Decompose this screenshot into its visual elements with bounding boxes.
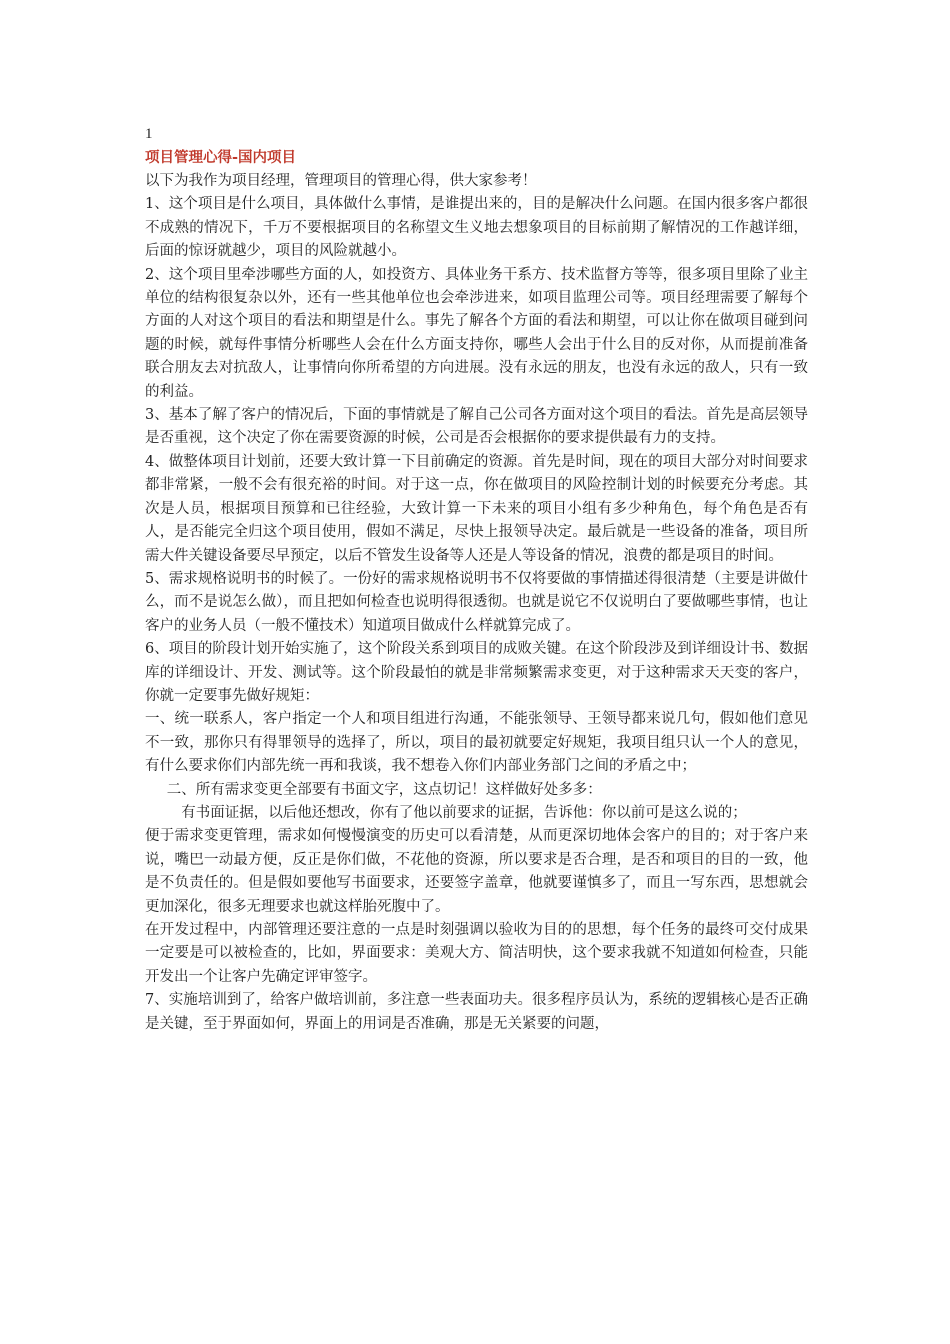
paragraph-item-2: 2、这个项目里牵涉哪些方面的人，如投资方、具体业务干系方、技术监督方等等，很多项目里除了业主单位的结构很复杂以外，还有一些其他单位也会牵涉进来，如项目监理公司等。项目经理需要了解每个方面的人对这个项目的看法和期望是什么。事先了解各个方面的看法和期望，可以让你在做项目碰到问题的时候，就每件事情分析哪些人会在什么方面支持你，哪些人会出于什么目的反对你，从而提前准备联合朋友去对抗敌人，让事情向你所希望的方向进展。没有永远的朋友，也没有永远的敌人，只有一致的利益。 xyxy=(145,266,808,400)
benefit-change-management: 便于需求变更管理，需求如何慢慢演变的历史可以看清楚，从而更深切地体会客户的目的；对于客户来说，嘴巴一动最方便，反正是你们做，不花他的资源，所以要求是否合理，是否和项目的目的一致，他是不负责任的。但是假如要他写书面要求，还要签字盖章，他就要谨慎多了，而且一写东西，思想就会更加深化，很多无理要求也就这样胎死腹中了。 xyxy=(145,828,808,915)
paragraph-item-3: 3、基本了解了客户的情况后，下面的事情就是了解自己公司各方面对这个项目的看法。首先是高层领导是否重视，这个决定了你在需要资源的时候，公司是否会根据你的要求提供最有力的支持。 xyxy=(145,407,808,447)
rule-one-paragraph: 一、统一联系人，客户指定一个人和项目组进行沟通，不能张领导、王领导都来说几句，假如他们意见不一致，那你只有得罪领导的选择了，所以，项目的最初就要定好规矩，我项目组只认一个人的意见，有什么要求你们内部先统一再和我谈，我不想卷入你们内部业务部门之间的矛盾之中； xyxy=(145,711,808,775)
paragraph-item-6: 6、项目的阶段计划开始实施了，这个阶段关系到项目的成败关键。在这个阶段涉及到详细设计书、数据库的详细设计、开发、测试等。这个阶段最怕的就是非常频繁需求变更，对于这种需求天天变的客户，你就一定要事先做好规矩： xyxy=(145,641,808,704)
benefit-written-evidence: 有书面证据，以后他还想改，你有了他以前要求的证据，告诉他：你以前可是这么说的； xyxy=(181,804,747,821)
paragraph-item-4: 4、做整体项目计划前，还要大致计算一下目前确定的资源。首先是时间，现在的项目大部分对时间要求都非常紧，一般不会有很充裕的时间。对于这一点，你在做项目的风险控制计划的时候要充分考虑。其次是人员，根据项目预算和已往经验，大致计算一下未来的项目小组有多少种角色，每个角色是否有人，是否能完全归这个项目使用，假如不满足，尽快上报领导决定。最后就是一些设备的准备，项目所需大件关键设备要尽早预定，以后不管发生设备等人还是人等设备的情况，浪费的都是项目的时间。 xyxy=(145,453,808,564)
development-process-paragraph: 在开发过程中，内部管理还要注意的一点是时刻强调以验收为目的的思想，每个任务的最终可交付成果一定要是可以被检查的，比如，界面要求：美观大方、简洁明快，这个要求我就不知道如何检查，只能开发出一个让客户先确定评审签字。 xyxy=(145,922,808,985)
rule-two-paragraph: 二、所有需求变更全部要有书面文字，这点切记！这样做好处多多： xyxy=(166,781,602,798)
document-title: 项目管理心得-国内项目 xyxy=(145,150,297,166)
paragraph-item-5: 5、需求规格说明书的时候了。一份好的需求规格说明书不仅将要做的事情描述得很清楚（主要是讲做什么，而不是说怎么做），而且把如何检查也说明得很透彻。也就是说它不仅说明白了要做哪些事情，也让客户的业务人员（一般不懂技术）知道项目做成什么样就算完成了。 xyxy=(145,570,808,634)
paragraph-item-7: 7、实施培训到了，给客户做培训前，多注意一些表面功夫。很多程序员认为，系统的逻辑核心是否正确是关键，至于界面如何，界面上的用词是否准确，那是无关紧要的问题， xyxy=(145,992,808,1032)
page-number: 1 xyxy=(145,126,153,142)
intro-paragraph: 以下为我作为项目经理，管理项目的管理心得，供大家参考！ xyxy=(145,173,537,189)
document-page xyxy=(145,122,808,1036)
paragraph-item-1: 1、这个项目是什么项目，具体做什么事情，是谁提出来的，目的是解决什么问题。在国内很多客户都很不成熟的情况下，千万不要根据项目的名称望文生义地去想象项目的目标前期了解情况的工作越详细，后面的惊讶就越少，项目的风险就越小。 xyxy=(145,196,808,260)
